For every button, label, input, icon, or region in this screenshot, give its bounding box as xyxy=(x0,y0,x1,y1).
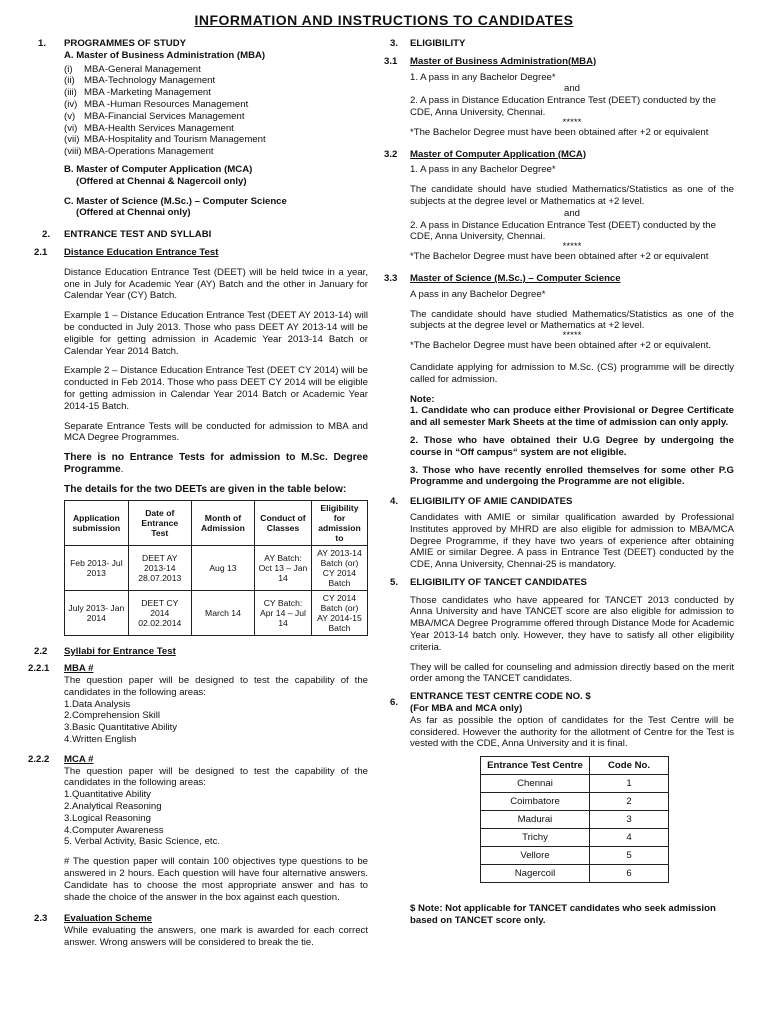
specialization-name: MBA-Technology Management xyxy=(84,75,216,87)
section-subheading: (For MBA and MCA only) xyxy=(410,703,523,715)
deet-description: Distance Education Entrance Test (DEET) will be held twice in a year, one in July for Academic Year (AY) Batch and the other in January for Calendar Year (CY) Batch. xyxy=(64,266,368,302)
section-number: 3. xyxy=(390,38,399,49)
table-cell: DEET CY 2014 02.02.2014 xyxy=(128,590,191,635)
mba-specialization-item xyxy=(64,123,368,135)
separator-stars: ***** xyxy=(562,330,582,342)
requirement-1: A pass in any Bachelor Degree* xyxy=(410,288,546,300)
table-cell: 6 xyxy=(590,865,669,883)
and-label: and xyxy=(563,207,580,219)
table-row xyxy=(481,775,669,793)
roman-numeral: (v) xyxy=(64,110,76,122)
table-cell: Feb 2013- Jul 2013 xyxy=(65,545,129,590)
table-cell: 4 xyxy=(590,829,669,847)
roman-numeral: (i) xyxy=(64,63,73,75)
table-cell: Nagercoil xyxy=(481,865,590,883)
table-intro: The details for the two DEETs are given in the table below: xyxy=(64,483,347,495)
roman-numeral: (viii) xyxy=(64,146,82,158)
msc-no-test-note: There is no Entrance Tests for admission to M.Sc. Degree Programme. xyxy=(64,452,368,475)
column-header: Conduct of Classes xyxy=(255,500,312,545)
section-amie xyxy=(384,496,734,571)
syllabus-area: 4.Written English xyxy=(64,734,137,746)
table-row xyxy=(481,847,669,865)
subsection-number: 3.3 xyxy=(384,272,398,284)
section-eligibility xyxy=(384,38,734,488)
subsection-number: 2.2.1 xyxy=(28,663,50,675)
note-3: 3. Those who have recently enrolled themselves for some other P.G Programme and undergoing the Programme are not eligible. xyxy=(410,464,734,488)
tancet-text-2: They will be called for counseling and admission directly based on the merit order among the TANCET candidates. xyxy=(410,661,734,685)
mca-heading: B. Master of Computer Application (MCA) xyxy=(64,163,253,175)
page-title: INFORMATION AND INSTRUCTIONS TO CANDIDATES xyxy=(194,12,574,28)
note-1: 1. Candidate who can produce either Provisional or Degree Certificate and all semester Mark Sheets at the time of admission can only apply. xyxy=(410,405,734,429)
test-centre-table xyxy=(480,756,669,883)
column-header: Application submission xyxy=(65,500,129,545)
subsection-number: 2.3 xyxy=(34,913,48,925)
requirement-2: 2. A pass in Distance Education Entrance Test (DEET) conducted by the CDE, Anna University, Chennai. xyxy=(410,95,716,118)
tancet-footnote: $ Note: Not applicable for TANCET candidates who seek admission based on TANCET score only. xyxy=(410,903,716,927)
question-paper-note: # The question paper will contain 100 objectives type questions to be answered in 2 hours. Each question will have four alternative answers. Candidate has to choose the most appropriate answer and has to shade the choice of the answer in the box against each question. xyxy=(64,856,368,903)
section-heading: PROGRAMMES OF STUDY xyxy=(64,38,187,49)
table-row xyxy=(481,793,669,811)
example-1: Example 1 – Distance Education Entrance Test (DEET AY 2013-14) will be conducted in July 2013. Those who pass DEET AY 2013-14 will be eligible for getting admission in Academic Year 2013-14 Batch or Calendar Year 2014 Batch. xyxy=(64,310,368,357)
specialization-name: MBA-Financial Services Management xyxy=(84,110,245,122)
subsection-number: 2.2 xyxy=(34,645,48,657)
and-label: and xyxy=(563,83,580,95)
amie-text: Candidates with AMIE or similar qualification awarded by Professional Institutes approved by MHRD are also eligible for admission to MBA/MCA Degree Programme, if they have two years of experience after obtaining AMIE or similar Degree. A pass in Entrance Test (DEET) conducted by the CDE, Anna University, Chennai-25 is mandatory. xyxy=(410,511,734,571)
section-test-centre xyxy=(384,691,734,927)
table-cell: Vellore xyxy=(481,847,590,865)
msc-offered-note: (Offered at Chennai only) xyxy=(76,207,191,219)
subsection-heading: Master of Science (M.Sc.) – Computer Science xyxy=(410,272,621,284)
table-row xyxy=(481,865,669,883)
column-header: Eligibility for admission to xyxy=(311,500,367,545)
mba-syllabus-heading: MBA # xyxy=(64,663,94,675)
table-cell: 3 xyxy=(590,811,669,829)
table-cell: Aug 13 xyxy=(191,545,254,590)
section-heading: ELIGIBILITY OF TANCET CANDIDATES xyxy=(410,576,587,588)
msc-direct-admission: Candidate applying for admission to M.Sc. (CS) programme will be directly called for admission. xyxy=(410,361,734,385)
mba-specialization-item xyxy=(64,146,368,158)
syllabus-area: 2.Analytical Reasoning xyxy=(64,801,162,813)
requirement-1: 1. A pass in any Bachelor Degree* xyxy=(410,164,556,176)
column-header: Month of Admission xyxy=(191,500,254,545)
section-number: 6. xyxy=(390,697,399,709)
specialization-name: MBA-Hospitality and Tourism Management xyxy=(84,134,266,146)
roman-numeral: (vii) xyxy=(64,134,80,146)
mba-specialization-item xyxy=(64,87,368,99)
subsection-heading: Distance Education Entrance Test xyxy=(64,246,219,258)
degree-footnote: *The Bachelor Degree must have been obtained after +2 or equivalent xyxy=(410,251,709,263)
syllabus-area: 1.Data Analysis xyxy=(64,698,131,710)
roman-numeral: (iv) xyxy=(64,98,78,110)
mba-specialization-item xyxy=(64,134,368,146)
table-row xyxy=(481,829,669,847)
syllabus-area: 2.Comprehension Skill xyxy=(64,710,160,722)
syllabus-area: 1.Quantitative Ability xyxy=(64,789,151,801)
syllabus-area: 3.Basic Quantitative Ability xyxy=(64,722,178,734)
table-cell: AY Batch: Oct 13 – Jan 14 xyxy=(255,545,312,590)
table-cell: DEET AY 2013-14 28.07.2013 xyxy=(128,545,191,590)
table-row xyxy=(481,811,669,829)
subsection-number: 3.2 xyxy=(384,148,398,160)
section-heading: ELIGIBILITY OF AMIE CANDIDATES xyxy=(410,496,573,508)
note-2: 2. Those who have obtained their U.G Degree by undergoing the course in “Off campus“ system are not eligible. xyxy=(410,434,734,458)
table-cell: CY Batch: Apr 14 – Jul 14 xyxy=(255,590,312,635)
table-cell: 2 xyxy=(590,793,669,811)
mba-syllabus-text: The question paper will be designed to test the capability of the candidates in the following areas: xyxy=(64,675,368,698)
roman-numeral: (vi) xyxy=(64,122,78,134)
specialization-name: MBA-Health Services Management xyxy=(84,122,234,134)
mba-specialization-item xyxy=(64,111,368,123)
roman-numeral: (iii) xyxy=(64,87,77,99)
separate-tests-note: Separate Entrance Tests will be conducted for admission to MBA and MCA Degree Programmes. xyxy=(64,420,368,444)
section-programmes xyxy=(38,38,368,219)
separator-stars: ***** xyxy=(562,116,582,128)
subsection-heading: Syllabi for Entrance Test xyxy=(64,645,176,657)
mca-offered-note: (Offered at Chennai & Nagercoil only) xyxy=(76,175,247,187)
syllabus-area: 5. Verbal Activity, Basic Science, etc. xyxy=(64,836,221,848)
section-number: 5. xyxy=(390,576,399,588)
mba-syllabus-areas xyxy=(64,699,368,746)
table-cell: July 2013- Jan 2014 xyxy=(65,590,129,635)
section-number: 1. xyxy=(38,38,47,49)
right-column xyxy=(384,38,734,927)
syllabus-area: 4.Computer Awareness xyxy=(64,824,164,836)
table-row xyxy=(65,545,368,590)
table-cell: 1 xyxy=(590,775,669,793)
requirement-2: 2. A pass in Distance Education Entrance Test (DEET) conducted by the CDE, Anna University, Chennai. xyxy=(410,219,716,243)
section-number: 2. xyxy=(42,229,51,241)
section-tancet xyxy=(384,577,734,685)
subsection-number: 2.1 xyxy=(34,246,48,258)
evaluation-text: While evaluating the answers, one mark is awarded for each correct answer. Wrong answers will be considered to break the tie. xyxy=(64,925,368,949)
subsection-number: 2.2.2 xyxy=(28,753,50,765)
column-header: Date of Entrance Test xyxy=(128,500,191,545)
table-cell: Trichy xyxy=(481,829,590,847)
note-label: Note: xyxy=(410,393,435,405)
table-cell: March 14 xyxy=(191,590,254,635)
table-row xyxy=(65,590,368,635)
mba-heading: A. Master of Business Administration (MBA) xyxy=(64,49,266,61)
tancet-text-1: Those candidates who have appeared for TANCET 2013 conducted by Anna University and have TANCET score are also eligible for admission to MBA/MCA Degree Programme offered through Distance Mode for Academic Year 2013-14 batch only. However, they have to satisfy all other eligibility criteria. xyxy=(410,594,734,653)
example-2: Example 2 – Distance Education Entrance Test (DEET CY 2014) will be conducted in Feb 2014. Those who pass DEET CY 2014 will be eligible for getting admission in Calendar Year 2014 Batch or Academic Year 2014-15 Batch. xyxy=(64,365,368,412)
requirement-1: 1. A pass in any Bachelor Degree* xyxy=(410,71,556,83)
subsection-number: 3.1 xyxy=(384,55,398,67)
maths-requirement: The candidate should have studied Mathematics/Statistics as one of the subjects at the degree level or Mathematics at +2 level. xyxy=(410,184,734,207)
deet-schedule-table xyxy=(64,500,368,636)
syllabus-area: 3.Logical Reasoning xyxy=(64,812,151,824)
centre-text: As far as possible the option of candidates for the Test Centre will be considered. However the authority for the allotment of Centre for the Test is vested with the CDE, Anna University and it is final. xyxy=(410,714,734,750)
mba-specialization-item xyxy=(64,64,368,76)
mca-syllabus-heading: MCA # xyxy=(64,753,94,765)
mba-specialization-item xyxy=(64,99,368,111)
section-heading: ELIGIBILITY xyxy=(410,38,466,49)
specialization-name: MBA -Human Resources Management xyxy=(84,98,249,110)
table-cell: CY 2014 Batch (or) AY 2014-15 Batch xyxy=(311,590,367,635)
degree-footnote: *The Bachelor Degree must have been obtained after +2 or equivalent. xyxy=(410,340,712,352)
section-number: 4. xyxy=(390,496,399,508)
table-cell: Coimbatore xyxy=(481,793,590,811)
table-cell: AY 2013-14 Batch (or) CY 2014 Batch xyxy=(311,545,367,590)
mba-specialization-item xyxy=(64,75,368,87)
left-column xyxy=(28,38,368,949)
section-heading: ENTRANCE TEST CENTRE CODE NO. $ xyxy=(410,691,591,703)
roman-numeral: (ii) xyxy=(64,75,75,87)
specialization-name: MBA-General Management xyxy=(84,63,201,75)
section-evaluation xyxy=(34,913,368,949)
section-heading: ENTRANCE TEST AND SYLLABI xyxy=(64,229,212,241)
maths-requirement: The candidate should have studied Mathematics/Statistics as one of the subjects at the degree level or Mathematics at +2 level. xyxy=(410,308,734,332)
column-header: Entrance Test Centre xyxy=(481,757,590,775)
separator-stars: ***** xyxy=(562,241,582,253)
specialization-name: MBA -Marketing Management xyxy=(84,87,211,99)
column-header: Code No. xyxy=(590,757,669,775)
table-cell: Chennai xyxy=(481,775,590,793)
msc-heading: C. Master of Science (M.Sc.) – Computer Science xyxy=(64,195,287,207)
table-cell: Madurai xyxy=(481,811,590,829)
subsection-heading: Master of Computer Application (MCA) xyxy=(410,148,587,160)
table-cell: 5 xyxy=(590,847,669,865)
specialization-name: MBA-Operations Management xyxy=(84,146,214,158)
mca-syllabus-areas xyxy=(64,789,368,848)
degree-footnote: *The Bachelor Degree must have been obtained after +2 or equivalent xyxy=(410,126,709,138)
mba-specialization-list xyxy=(64,64,368,158)
section-entrance-test xyxy=(34,229,368,635)
mca-syllabus-text: The question paper will be designed to test the capability of the candidates in the following areas: xyxy=(64,765,368,789)
section-syllabi xyxy=(28,645,368,904)
subsection-heading: Evaluation Scheme xyxy=(64,913,152,925)
subsection-heading: Master of Business Administration(MBA) xyxy=(410,55,597,67)
